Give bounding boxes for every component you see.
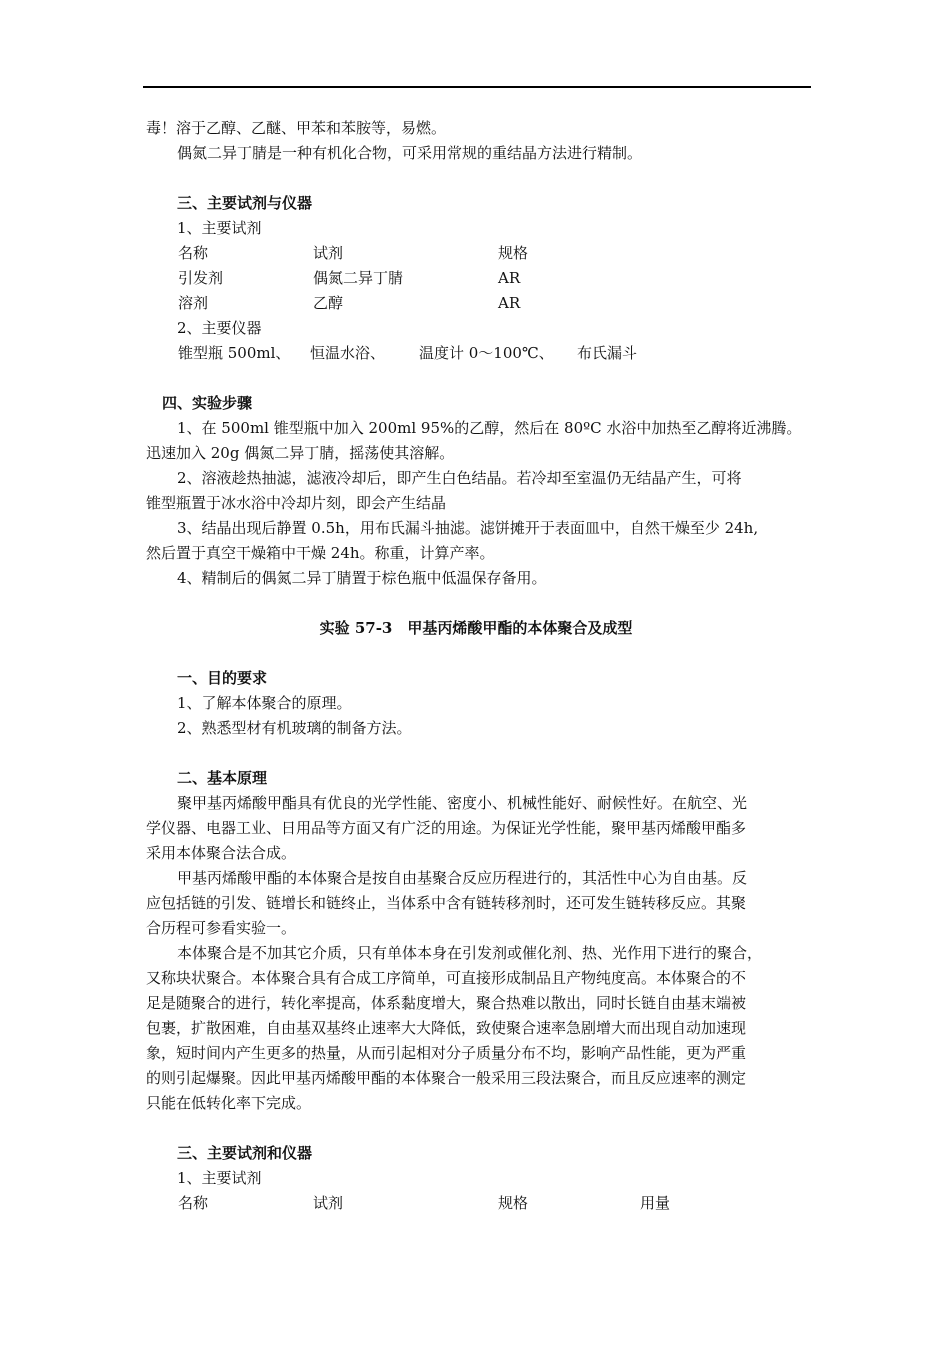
paragraph-line: 本体聚合是不加其它介质，只有单体本身在引发剂或催化剂、热、光作用下进行的聚合，	[177, 944, 763, 962]
table-cell: AR	[498, 294, 521, 312]
paragraph-line: 只能在低转化率下完成。	[146, 1094, 312, 1112]
paragraph-line: 又称块状聚合。本体聚合具有合成工序简单，可直接形成制品且产物纯度高。本体聚合的不	[146, 969, 747, 987]
paragraph-line: 锥型瓶置于冰水浴中冷却片刻，即会产生结晶	[146, 494, 447, 512]
table-cell: AR	[498, 269, 521, 287]
section-heading: 三、主要试剂和仪器	[177, 1144, 313, 1162]
paragraph-line: 包裹，扩散困难，自由基双基终止速率大大降低，致使聚合速率急剧增大而出现自动加速现	[146, 1019, 747, 1037]
table-cell: 溶剂	[178, 294, 209, 312]
table-header-cell: 试剂	[313, 1194, 344, 1212]
paragraph-line: 学仪器、电器工业、日用品等方面又有广泛的用途。为保证光学性能，聚甲基丙烯酸甲酯多	[146, 819, 747, 837]
list-item: 2、熟悉型材有机玻璃的制备方法。	[177, 719, 412, 737]
table-header-cell: 规格	[498, 244, 529, 262]
intro-line: 毒！溶于乙醇、乙醚、甲苯和苯胺等，易燃。	[146, 119, 447, 137]
paragraph-line: 4、精制后的偶氮二异丁腈置于棕色瓶中低温保存备用。	[177, 569, 547, 587]
table-cell: 偶氮二异丁腈	[313, 269, 404, 287]
section-heading: 一、目的要求	[177, 669, 268, 687]
intro-line: 偶氮二异丁腈是一种有机化合物，可采用常规的重结晶方法进行精制。	[177, 144, 643, 162]
subsection-heading: 1、主要试剂	[177, 1169, 262, 1187]
table-header-cell: 名称	[178, 244, 209, 262]
paragraph-line: 甲基丙烯酸甲酯的本体聚合是按自由基聚合反应历程进行的，其活性中心为自由基。反	[177, 869, 748, 887]
paragraph-line: 然后置于真空干燥箱中干燥 24h。称重，计算产率。	[146, 544, 495, 562]
paragraph-line: 象，短时间内产生更多的热量，从而引起相对分子质量分布不均，影响产品性能，更为严重	[146, 1044, 747, 1062]
table-cell: 乙醇	[313, 294, 344, 312]
section-heading: 四、实验步骤	[162, 394, 253, 412]
paragraph-line: 合历程可参看实验一。	[146, 919, 297, 937]
subsection-heading: 2、主要仪器	[177, 319, 262, 337]
section-heading: 三、主要试剂与仪器	[177, 194, 313, 212]
paragraph-line: 迅速加入 20g 偶氮二异丁腈，摇荡使其溶解。	[146, 444, 455, 462]
paragraph-line: 聚甲基丙烯酸甲酯具有优良的光学性能、密度小、机械性能好、耐候性好。在航空、光	[177, 794, 748, 812]
section-heading: 二、基本原理	[177, 769, 268, 787]
table-header-cell: 规格	[498, 1194, 529, 1212]
table-header-cell: 试剂	[313, 244, 344, 262]
experiment-title: 实验 57-3 甲基丙烯酸甲酯的本体聚合及成型	[319, 619, 633, 637]
paragraph-line: 应包括链的引发、链增长和链终止，当体系中含有链转移剂时，还可发生链转移反应。其聚	[146, 894, 747, 912]
paragraph-line: 1、在 500ml 锥型瓶中加入 200ml 95%的乙醇，然后在 80ºC 水浴中加热至乙醇将近沸腾。	[177, 419, 802, 437]
paragraph-line: 的则引起爆聚。因此甲基丙烯酸甲酯的本体聚合一般采用三段法聚合，而且反应速率的测定	[146, 1069, 747, 1087]
paragraph-line: 采用本体聚合法合成。	[146, 844, 297, 862]
paragraph-line: 2、溶液趁热抽滤，滤液冷却后，即产生白色结晶。若冷却至室温仍无结晶产生，可将	[177, 469, 742, 487]
instrument-item: 温度计 0～100℃、	[419, 344, 554, 362]
header-rule	[143, 86, 811, 88]
table-cell: 引发剂	[178, 269, 224, 287]
paragraph-line: 足是随聚合的进行，转化率提高，体系黏度增大，聚合热难以散出，同时长链自由基末端被	[146, 994, 747, 1012]
instrument-item: 恒温水浴、	[310, 344, 386, 362]
instrument-item: 锥型瓶 500ml、	[178, 344, 291, 362]
subsection-heading: 1、主要试剂	[177, 219, 262, 237]
instrument-item: 布氏漏斗	[577, 344, 638, 362]
list-item: 1、了解本体聚合的原理。	[177, 694, 352, 712]
table-header-cell: 用量	[640, 1194, 671, 1212]
table-header-cell: 名称	[178, 1194, 209, 1212]
paragraph-line: 3、结晶出现后静置 0.5h，用布氏漏斗抽滤。滤饼摊开于表面皿中，自然干燥至少 24h,	[177, 519, 759, 537]
